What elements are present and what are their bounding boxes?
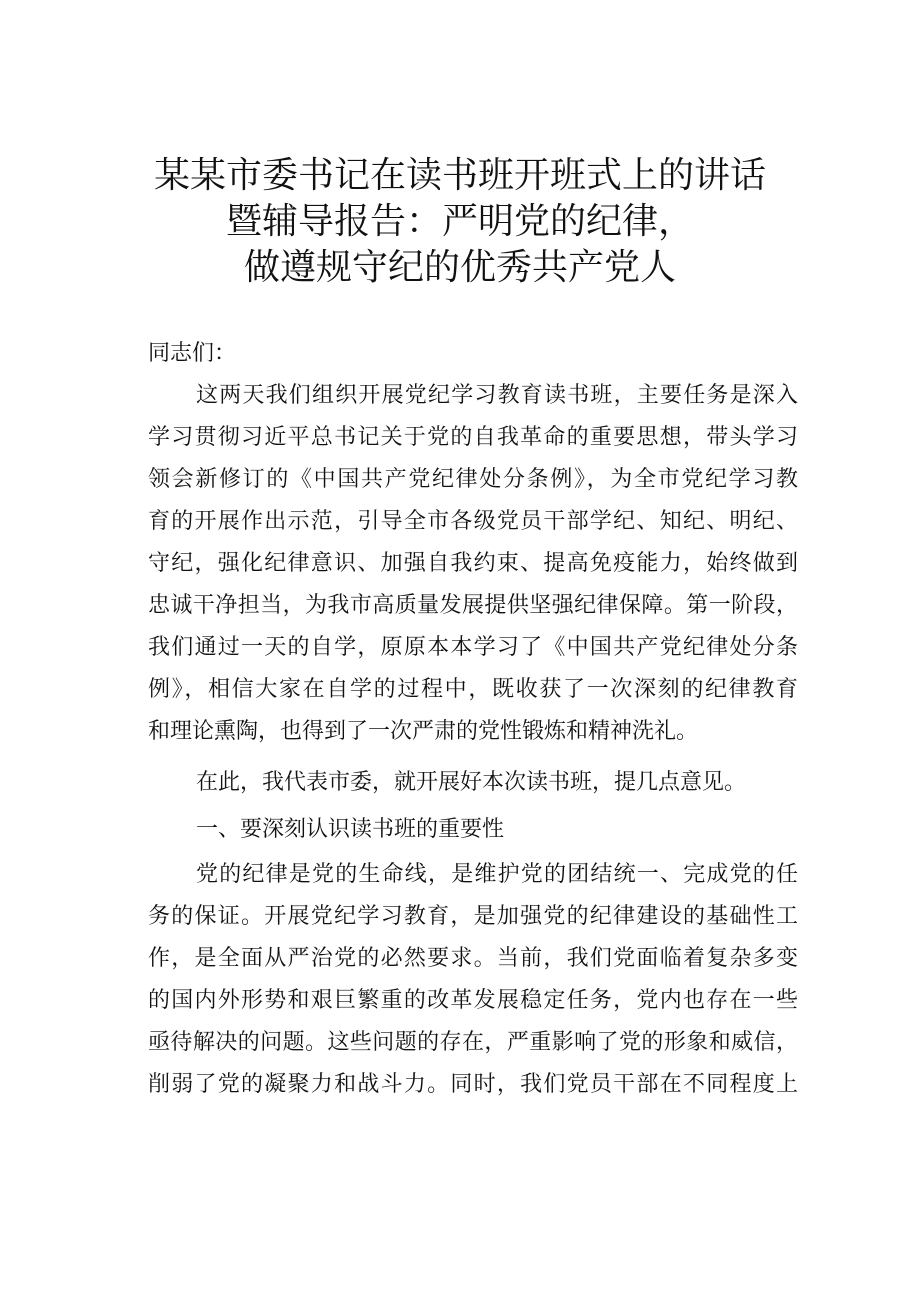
paragraph-1-line: 我们通过一天的自学，原原本本学习了《中国共产党纪律处分条	[148, 635, 798, 660]
document-title-line-3: 做遵规守纪的优秀共产党人	[243, 247, 676, 288]
paragraph-1-line: 育的开展作出示范，引导全市各级党员干部学纪、知纪、明纪、	[148, 509, 798, 534]
paragraph-3-line: 作，是全面从严治党的必然要求。当前，我们党面临着复杂多变	[148, 946, 798, 971]
paragraph-3-line: 亟待解决的问题。这些问题的存在，严重影响了党的形象和威信，	[148, 1030, 798, 1055]
paragraph-3-line: 削弱了党的凝聚力和战斗力。同时，我们党员干部在不同程度上	[148, 1072, 798, 1097]
paragraph-1-line: 领会新修订的《中国共产党纪律处分条例》，为全市党纪学习教	[148, 467, 798, 492]
paragraph-2: 在此，我代表市委，就开展好本次读书班，提几点意见。	[196, 770, 747, 795]
paragraph-1-line: 例》，相信大家在自学的过程中，既收获了一次深刻的纪律教育	[148, 677, 798, 702]
document-title-line-1: 某某市委书记在读书班开班式上的讲话	[153, 155, 766, 196]
document-title-line-2: 暨辅导报告：严明党的纪律，	[225, 201, 694, 242]
salutation: 同志们：	[148, 341, 237, 366]
paragraph-3-line: 的国内外形势和艰巨繁重的改革发展稳定任务，党内也存在一些	[148, 988, 798, 1013]
paragraph-3-line: 务的保证。开展党纪学习教育，是加强党的纪律建设的基础性工	[148, 904, 798, 929]
paragraph-1-line: 忠诚干净担当，为我市高质量发展提供坚强纪律保障。第一阶段，	[148, 593, 798, 618]
paragraph-1-line: 这两天我们组织开展党纪学习教育读书班，主要任务是深入	[196, 383, 798, 408]
paragraph-1-line: 学习贯彻习近平总书记关于党的自我革命的重要思想，带头学习	[148, 425, 798, 450]
section-heading: 一、要深刻认识读书班的重要性	[196, 817, 505, 842]
paragraph-3-line: 党的纪律是党的生命线，是维护党的团结统一、完成党的任	[196, 862, 798, 887]
paragraph-1-line: 和理论熏陶，也得到了一次严肃的党性锻炼和精神洗礼。	[148, 719, 699, 744]
paragraph-1-line: 守纪，强化纪律意识、加强自我约束、提高免疫能力，始终做到	[148, 551, 798, 576]
